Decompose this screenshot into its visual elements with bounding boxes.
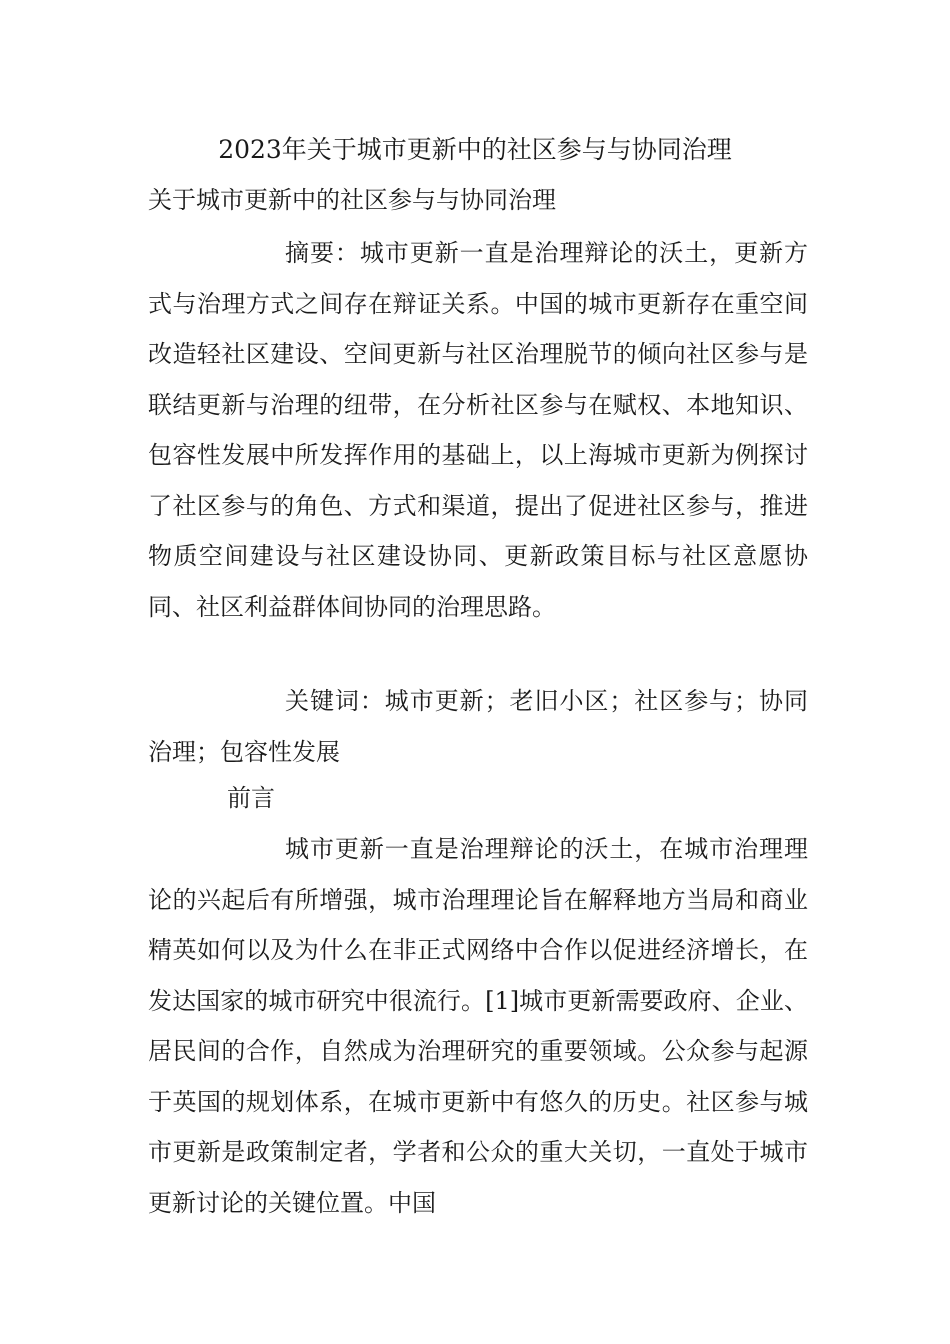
abstract-paragraph: 摘要：城市更新一直是治理辩论的沃土，更新方式与治理方式之间存在辩证关系。中国的城市更新存在重空间改造轻社区建设、空间更新与社区治理脱节的倾向社区参与是联结更新与治理的纽带，在分析社区参与在赋权、本地知识、包容性发展中所发挥作用的基础上，以上海城市更新为例探讨了社区参与的角色、方式和渠道，提出了促进社区参与，推进物质空间建设与社区建设协同、更新政策目标与社区意愿协同、社区利益群体间协同的治理思路。 (148, 239, 808, 621)
document-title: 2023年关于城市更新中的社区参与与协同治理 (218, 135, 732, 164)
intro-heading: 前言 (227, 784, 275, 812)
intro-paragraph: 城市更新一直是治理辩论的沃土，在城市治理理论的兴起后有所增强，城市治理理论旨在解释地方当局和商业精英如何以及为什么在非正式网络中合作以促进经济增长，在发达国家的城市研究中很流行。[1]城市更新需要政府、企业、居民间的合作，自然成为治理研究的重要领域。公众参与起源于英国的规划体系，在城市更新中有悠久的历史。社区参与城市更新是政策制定者，学者和公众的重大关切，一直处于城市更新讨论的关键位置。中国 (148, 835, 808, 1217)
document-subtitle: 关于城市更新中的社区参与与协同治理 (148, 186, 556, 214)
keywords-paragraph: 关键词：城市更新；老旧小区；社区参与；协同治理；包容性发展 (148, 687, 808, 766)
